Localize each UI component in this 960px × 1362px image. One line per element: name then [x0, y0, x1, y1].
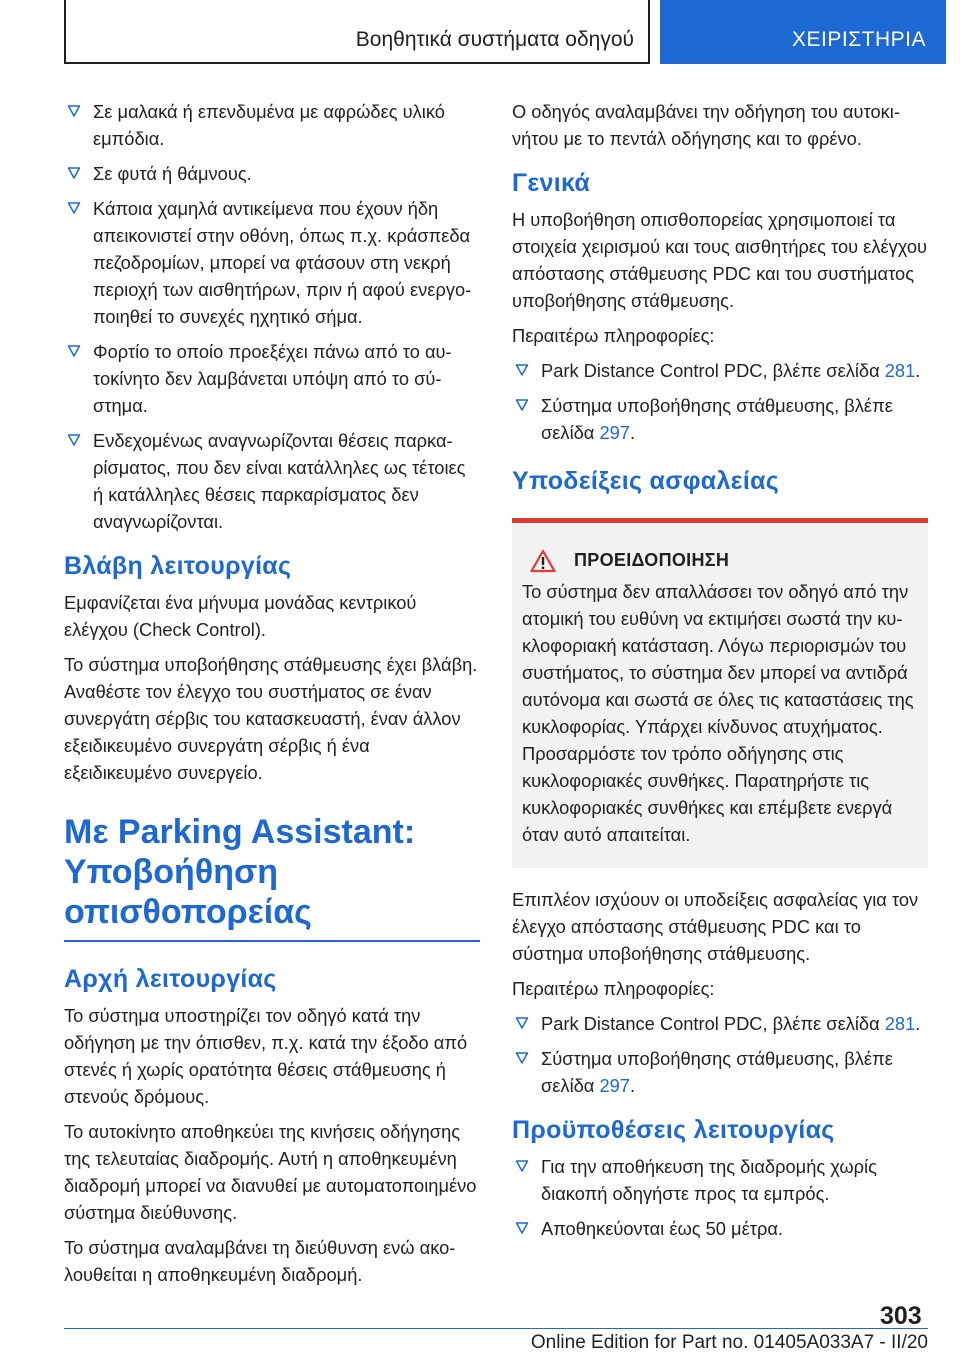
- ref-text: Σύστημα υποβοήθησης στάθμευσης, βλέπε σελίδα: [541, 395, 893, 443]
- malfunction-heading: Βλάβη λειτουργίας: [64, 552, 292, 580]
- header-section-title: Βοηθητικά συστήματα οδηγού: [355, 28, 634, 51]
- principle-paragraph-1: Το σύστημα υποστηρίζει τον οδηγό κατά την οδήγηση με την όπισθεν, π.χ. κατά την έξοδο από στενές ή χωρίς ορατότητα θέσεις στάθμευσης ή στενούς δρόμους.: [64, 1005, 468, 1107]
- main-section-heading: Με Parking Assistant: Υποβοήθηση οπισθοπορείας: [64, 813, 416, 931]
- warning-header: [530, 547, 920, 574]
- list-item-text: Για την αποθήκευση της διαδρομής χωρίς διακοπή οδηγήστε προς τα εμπρός.: [541, 1156, 877, 1204]
- list-item: [512, 1153, 928, 1207]
- ref-text: Σύστημα υποβοήθησης στάθμευσης, βλέπε σελίδα: [541, 1048, 893, 1096]
- ref-period: .: [915, 360, 921, 381]
- page-ref-link[interactable]: 297: [599, 422, 630, 443]
- list-item-text: Ενδεχομένως αναγνωρίζονται θέσεις παρκαρίσματος, που δεν είναι κατάλληλες ως τέτοιες ή κατάλληλες θέσεις παρκαρίσματος δεν αναγνωρίζονται.: [93, 430, 466, 532]
- list-item-text: Φορτίο το οποίο προεξέχει πάνω από το αυτοκίνητο δεν λαμβάνεται υπόψη από το σύστημα.: [93, 341, 452, 416]
- bullet-triangle-icon: [515, 1016, 529, 1030]
- bullet-triangle-icon: [67, 104, 81, 118]
- list-item-text: Σε μαλακά ή επενδυμένα με αφρώδες υλικό εμπόδια.: [93, 101, 445, 149]
- ref-period: .: [629, 1075, 636, 1096]
- left-column: [64, 98, 480, 1296]
- safety-paragraph: Επιπλέον ισχύουν οι υποδείξεις ασφαλείας για τον έλεγχο απόστασης στάθμευσης PDC και το σύστημα υποβοήθησης στάθμευσης.: [512, 889, 919, 964]
- list-item: [512, 1010, 928, 1037]
- general-heading: Γενικά: [512, 169, 591, 197]
- principle-paragraph-2: Το αυτοκίνητο αποθηκεύει της κινήσεις οδήγησης της τελευταίας διαδρομής. Αυτή η αποθηκευμένη διαδρομή μπορεί να διανυθεί με αυτοματοποιημένο σύστημα διεύθυνσης.: [64, 1121, 477, 1223]
- right-column: [512, 98, 928, 1250]
- page-ref-link[interactable]: 297: [599, 1075, 630, 1096]
- safety-heading: Υποδείξεις ασφαλείας: [512, 467, 780, 495]
- more-info-label: Περαιτέρω πληροφορίες:: [512, 978, 715, 999]
- list-item: [512, 357, 928, 384]
- bullet-triangle-icon: [67, 344, 81, 358]
- principle-heading: Αρχή λειτουργίας: [64, 965, 277, 993]
- ref-text: Park Distance Control PDC, βλέπε σελίδα: [541, 360, 885, 381]
- more-info-label: Περαιτέρω πληροφορίες:: [512, 325, 715, 346]
- page-ref-link[interactable]: 281: [884, 360, 916, 381]
- ref-text: Park Distance Control PDC, βλέπε σελίδα: [541, 1013, 885, 1034]
- bullet-triangle-icon: [67, 166, 81, 180]
- prerequisites-heading: Προϋποθέσεις λειτουργίας: [512, 1116, 835, 1144]
- list-item: [512, 392, 928, 446]
- bullet-triangle-icon: [515, 1159, 529, 1173]
- page-number: 303: [880, 1302, 922, 1330]
- ref-period: .: [915, 1013, 921, 1034]
- list-item: [64, 195, 480, 330]
- list-item: [64, 338, 480, 419]
- header-chapter-tab[interactable]: [660, 0, 946, 64]
- list-item: [64, 98, 480, 152]
- bullet-triangle-icon: [67, 201, 81, 215]
- bullet-triangle-icon: [515, 1221, 529, 1235]
- warning-text: Το σύστημα δεν απαλλάσσει τον οδηγό από την ατομική του ευθύνη να εκτιμήσει σωστά την κυκλοφοριακή κατάσταση. Λόγω περιορισμών του συστήματος, το σύστημα δεν μπορεί να αντιδρά αυτόνομα και σωστά σε όλες τις καταστάσεις της κυκλοφορίας. Υπάρχει κίνδυνος ατυχήματος. Προσαρμόστε τον τρόπο οδήγησης στις κυκλοφοριακές συνθήκες. Παρατηρήστε τις κυκλοφοριακές συνθήκες και επέμβετε ενεργά όταν αυτό απαιτείται.: [522, 581, 914, 845]
- bullet-triangle-icon: [515, 1051, 529, 1065]
- heading-divider: [64, 940, 480, 942]
- bullet-triangle-icon: [67, 433, 81, 447]
- warning-title: ΠΡΟΕΙΔΟΠΟΙΗΣΗ: [574, 550, 730, 570]
- malfunction-paragraph-2: Το σύστημα υποβοήθησης στάθμευσης έχει βλάβη. Αναθέστε τον έλεγχο του συστήματος σε έναν συνεργάτη σέρβις του κατασκευαστή, έναν άλλον εξειδικευμένο συνεργάτη σέρβις ή ένα εξειδικευμένο συνεργείο.: [64, 654, 478, 783]
- general-paragraph: Η υποβοήθηση οπισθοπορείας χρησιμοποιεί τα στοιχεία χειρισμού και τους αισθητήρες του ελέγχου απόστασης στάθμευσης PDC και του συστήματος υποβοήθησης στάθμευσης.: [512, 209, 928, 311]
- page-ref-link[interactable]: 281: [884, 1013, 916, 1034]
- intro-paragraph: Ο οδηγός αναλαμβάνει την οδήγηση του αυτοκινήτου με το πεντάλ οδήγησης και το φρένο.: [512, 101, 900, 149]
- warning-box: [512, 518, 928, 868]
- ref-period: .: [629, 422, 636, 443]
- bullet-triangle-icon: [515, 363, 529, 377]
- warning-triangle-icon: [530, 549, 556, 573]
- header-section-box: [64, 0, 650, 64]
- malfunction-paragraph-1: Εμφανίζεται ένα μήνυμα μονάδας κεντρικού ελέγχου (Check Control).: [64, 592, 417, 640]
- list-item: [512, 1215, 928, 1242]
- footer-divider: [64, 1328, 928, 1329]
- bullet-triangle-icon: [515, 398, 529, 412]
- list-item-text: Κάποια χαμηλά αντικείμενα που έχουν ήδη απεικονιστεί στην οθόνη, όπως π.χ. κράσπεδα πεζοδρομίων, μπορεί να φτάσουν στη νεκρή περιοχή των αισθητήρων, πριν ή αφού ενεργοποιηθεί το συνεχές ηχητικό σήμα.: [93, 198, 472, 327]
- list-item: [512, 1045, 928, 1099]
- list-item-text: Αποθηκεύονται έως 50 μέτρα.: [541, 1218, 783, 1239]
- header-chapter-title: ΧΕΙΡΙΣΤΗΡΙΑ: [791, 28, 926, 51]
- footer-edition: Online Edition for Part no. 01405A033A7 - II/20: [530, 1332, 928, 1353]
- principle-paragraph-3: Το σύστημα αναλαμβάνει τη διεύθυνση ενώ ακολουθείται η αποθηκευμένη διαδρομή.: [64, 1237, 456, 1285]
- list-item-text: Σε φυτά ή θάμνους.: [93, 163, 252, 184]
- list-item: [64, 427, 480, 535]
- list-item: [64, 160, 480, 187]
